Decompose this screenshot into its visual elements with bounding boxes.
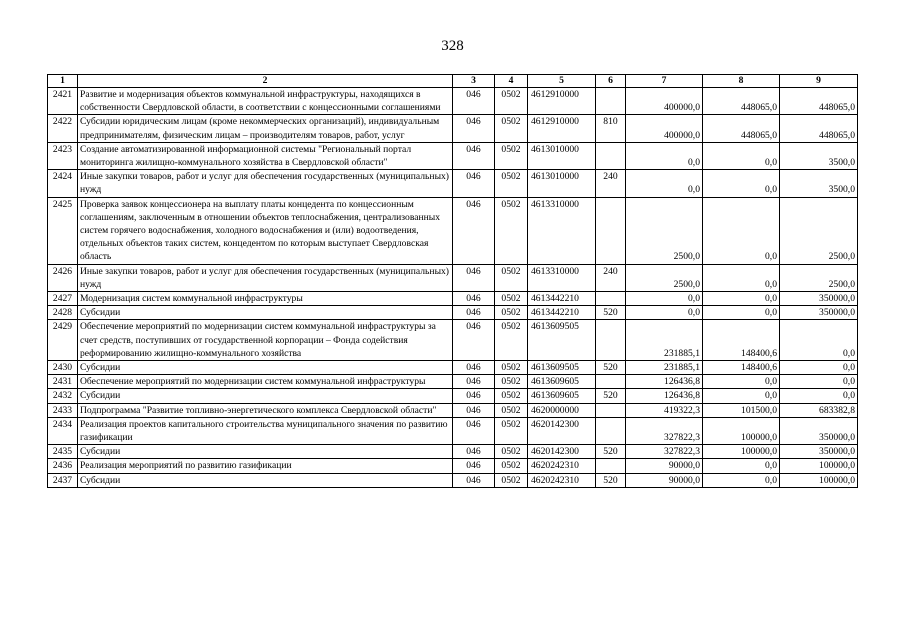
amount-col-8: 0,0 xyxy=(703,459,780,473)
amount-col-9: 0,0 xyxy=(780,389,858,403)
amount-col-8: 0,0 xyxy=(703,264,780,291)
expense-type-code: 520 xyxy=(596,389,626,403)
expense-type-code: 520 xyxy=(596,306,626,320)
table-row xyxy=(48,170,858,197)
section-code: 0502 xyxy=(495,170,528,197)
row-number: 2424 xyxy=(48,170,78,197)
amount-col-8: 100000,0 xyxy=(703,417,780,444)
item-name: Обеспечение мероприятий по модернизации систем коммунальной инфраструктуры xyxy=(78,375,453,389)
table-row xyxy=(48,292,858,306)
row-number: 2437 xyxy=(48,473,78,487)
target-article-code: 4620242310 xyxy=(528,459,596,473)
row-number: 2430 xyxy=(48,361,78,375)
ministry-code: 046 xyxy=(453,403,495,417)
amount-col-8: 0,0 xyxy=(703,389,780,403)
target-article-code: 4620242310 xyxy=(528,473,596,487)
target-article-code: 4612910000 xyxy=(528,88,596,115)
section-code: 0502 xyxy=(495,361,528,375)
section-code: 0502 xyxy=(495,320,528,361)
amount-col-9: 3500,0 xyxy=(780,170,858,197)
amount-col-8: 0,0 xyxy=(703,292,780,306)
expense-type-code: 520 xyxy=(596,445,626,459)
section-code: 0502 xyxy=(495,264,528,291)
row-number: 2427 xyxy=(48,292,78,306)
target-article-code: 4613010000 xyxy=(528,170,596,197)
table-row xyxy=(48,473,858,487)
column-header: 9 xyxy=(780,75,858,88)
ministry-code: 046 xyxy=(453,375,495,389)
target-article-code: 4613609505 xyxy=(528,361,596,375)
amount-col-7: 2500,0 xyxy=(626,197,703,264)
row-number: 2425 xyxy=(48,197,78,264)
amount-col-7: 0,0 xyxy=(626,170,703,197)
amount-col-8: 0,0 xyxy=(703,473,780,487)
expense-type-code xyxy=(596,417,626,444)
column-header: 3 xyxy=(453,75,495,88)
ministry-code: 046 xyxy=(453,306,495,320)
item-name: Субсидии юридическим лицам (кроме некоммерческих организаций), индивидуальным предпринимателям, физическим лицам – производителям товаров, работ, услуг xyxy=(78,115,453,142)
amount-col-9: 448065,0 xyxy=(780,88,858,115)
amount-col-7: 327822,3 xyxy=(626,445,703,459)
amount-col-9: 0,0 xyxy=(780,375,858,389)
amount-col-7: 0,0 xyxy=(626,306,703,320)
target-article-code: 4613442210 xyxy=(528,292,596,306)
table-row xyxy=(48,88,858,115)
expense-type-code xyxy=(596,375,626,389)
amount-col-9: 3500,0 xyxy=(780,142,858,169)
column-header: 4 xyxy=(495,75,528,88)
expense-type-code xyxy=(596,320,626,361)
amount-col-7: 90000,0 xyxy=(626,473,703,487)
section-code: 0502 xyxy=(495,197,528,264)
table-row xyxy=(48,417,858,444)
amount-col-9: 0,0 xyxy=(780,320,858,361)
section-code: 0502 xyxy=(495,445,528,459)
amount-col-9: 448065,0 xyxy=(780,115,858,142)
section-code: 0502 xyxy=(495,375,528,389)
amount-col-7: 90000,0 xyxy=(626,459,703,473)
ministry-code: 046 xyxy=(453,473,495,487)
row-number: 2426 xyxy=(48,264,78,291)
section-code: 0502 xyxy=(495,306,528,320)
ministry-code: 046 xyxy=(453,170,495,197)
column-header: 6 xyxy=(596,75,626,88)
amount-col-9: 350000,0 xyxy=(780,445,858,459)
section-code: 0502 xyxy=(495,115,528,142)
expense-type-code: 240 xyxy=(596,264,626,291)
item-name: Субсидии xyxy=(78,361,453,375)
section-code: 0502 xyxy=(495,403,528,417)
amount-col-8: 100000,0 xyxy=(703,445,780,459)
item-name: Обеспечение мероприятий по модернизации систем коммунальной инфраструктуры за счет средств, поступивших от государственной корпорации – Фонда содействия реформированию жилищно-коммунального хозяйства xyxy=(78,320,453,361)
expense-type-code xyxy=(596,142,626,169)
amount-col-8: 0,0 xyxy=(703,375,780,389)
item-name: Подпрограмма "Развитие топливно-энергетического комплекса Свердловской области" xyxy=(78,403,453,417)
expense-type-code: 240 xyxy=(596,170,626,197)
section-code: 0502 xyxy=(495,88,528,115)
item-name: Модернизация систем коммунальной инфраструктуры xyxy=(78,292,453,306)
table-row xyxy=(48,445,858,459)
page-number: 328 xyxy=(441,38,464,54)
table-row xyxy=(48,264,858,291)
table-row xyxy=(48,403,858,417)
ministry-code: 046 xyxy=(453,459,495,473)
column-header: 7 xyxy=(626,75,703,88)
item-name: Иные закупки товаров, работ и услуг для обеспечения государственных (муниципальных) нужд xyxy=(78,170,453,197)
ministry-code: 046 xyxy=(453,417,495,444)
expense-type-code xyxy=(596,403,626,417)
row-number: 2433 xyxy=(48,403,78,417)
target-article-code: 4613609605 xyxy=(528,389,596,403)
item-name: Проверка заявок концессионера на выплату платы концедента по концессионным соглашениям, заключенным в отношении объектов теплоснабжения, централизованных систем горячего водоснабжения, холодного водоснабжения и (или) водоотведения, отдельных объектов таких систем, концедентом по которым выступает Свердловская область xyxy=(78,197,453,264)
ministry-code: 046 xyxy=(453,361,495,375)
section-code: 0502 xyxy=(495,389,528,403)
item-name: Реализация мероприятий по развитию газификации xyxy=(78,459,453,473)
amount-col-8: 0,0 xyxy=(703,197,780,264)
amount-col-7: 0,0 xyxy=(626,292,703,306)
section-code: 0502 xyxy=(495,292,528,306)
table-row xyxy=(48,375,858,389)
amount-col-8: 148400,6 xyxy=(703,320,780,361)
item-name: Субсидии xyxy=(78,445,453,459)
row-number: 2421 xyxy=(48,88,78,115)
row-number: 2432 xyxy=(48,389,78,403)
target-article-code: 4613609605 xyxy=(528,375,596,389)
table-row xyxy=(48,459,858,473)
amount-col-7: 231885,1 xyxy=(626,361,703,375)
ministry-code: 046 xyxy=(453,292,495,306)
amount-col-9: 100000,0 xyxy=(780,473,858,487)
amount-col-9: 0,0 xyxy=(780,361,858,375)
section-code: 0502 xyxy=(495,142,528,169)
amount-col-9: 683382,8 xyxy=(780,403,858,417)
amount-col-8: 101500,0 xyxy=(703,403,780,417)
item-name: Создание автоматизированной информационной системы "Региональный портал мониторинга жилищно-коммунального хозяйства в Свердловской области" xyxy=(78,142,453,169)
target-article-code: 4613442210 xyxy=(528,306,596,320)
target-article-code: 4613609505 xyxy=(528,320,596,361)
amount-col-7: 327822,3 xyxy=(626,417,703,444)
amount-col-7: 0,0 xyxy=(626,142,703,169)
expense-type-code xyxy=(596,197,626,264)
amount-col-7: 400000,0 xyxy=(626,88,703,115)
amount-col-9: 100000,0 xyxy=(780,459,858,473)
amount-col-7: 400000,0 xyxy=(626,115,703,142)
amount-col-8: 448065,0 xyxy=(703,88,780,115)
column-header: 8 xyxy=(703,75,780,88)
section-code: 0502 xyxy=(495,473,528,487)
amount-col-9: 350000,0 xyxy=(780,306,858,320)
amount-col-7: 126436,8 xyxy=(626,375,703,389)
ministry-code: 046 xyxy=(453,445,495,459)
expense-type-code xyxy=(596,292,626,306)
amount-col-7: 2500,0 xyxy=(626,264,703,291)
budget-table xyxy=(47,74,858,488)
item-name: Субсидии xyxy=(78,306,453,320)
ministry-code: 046 xyxy=(453,389,495,403)
ministry-code: 046 xyxy=(453,142,495,169)
table-row xyxy=(48,389,858,403)
table-row xyxy=(48,142,858,169)
ministry-code: 046 xyxy=(453,88,495,115)
row-number: 2428 xyxy=(48,306,78,320)
expense-type-code: 520 xyxy=(596,361,626,375)
amount-col-8: 0,0 xyxy=(703,142,780,169)
target-article-code: 4613010000 xyxy=(528,142,596,169)
amount-col-7: 419322,3 xyxy=(626,403,703,417)
row-number: 2435 xyxy=(48,445,78,459)
expense-type-code: 810 xyxy=(596,115,626,142)
amount-col-9: 2500,0 xyxy=(780,197,858,264)
target-article-code: 4612910000 xyxy=(528,115,596,142)
amount-col-7: 231885,1 xyxy=(626,320,703,361)
amount-col-8: 0,0 xyxy=(703,306,780,320)
amount-col-9: 350000,0 xyxy=(780,292,858,306)
amount-col-9: 350000,0 xyxy=(780,417,858,444)
amount-col-8: 448065,0 xyxy=(703,115,780,142)
section-code: 0502 xyxy=(495,459,528,473)
ministry-code: 046 xyxy=(453,264,495,291)
item-name: Иные закупки товаров, работ и услуг для обеспечения государственных (муниципальных) нужд xyxy=(78,264,453,291)
amount-col-9: 2500,0 xyxy=(780,264,858,291)
amount-col-7: 126436,8 xyxy=(626,389,703,403)
expense-type-code xyxy=(596,459,626,473)
item-name: Реализация проектов капитального строительства муниципального значения по развитию газификации xyxy=(78,417,453,444)
ministry-code: 046 xyxy=(453,320,495,361)
table-body xyxy=(48,88,858,488)
table-row xyxy=(48,115,858,142)
amount-col-8: 148400,6 xyxy=(703,361,780,375)
column-header: 5 xyxy=(528,75,596,88)
row-number: 2429 xyxy=(48,320,78,361)
table-row xyxy=(48,361,858,375)
table-row xyxy=(48,197,858,264)
table-row xyxy=(48,306,858,320)
item-name: Субсидии xyxy=(78,389,453,403)
header-row xyxy=(48,75,858,88)
row-number: 2431 xyxy=(48,375,78,389)
row-number: 2423 xyxy=(48,142,78,169)
row-number: 2422 xyxy=(48,115,78,142)
column-header: 1 xyxy=(48,75,78,88)
target-article-code: 4620000000 xyxy=(528,403,596,417)
target-article-code: 4613310000 xyxy=(528,197,596,264)
target-article-code: 4620142300 xyxy=(528,445,596,459)
table-row xyxy=(48,320,858,361)
expense-type-code: 520 xyxy=(596,473,626,487)
target-article-code: 4620142300 xyxy=(528,417,596,444)
expense-type-code xyxy=(596,88,626,115)
target-article-code: 4613310000 xyxy=(528,264,596,291)
row-number: 2434 xyxy=(48,417,78,444)
ministry-code: 046 xyxy=(453,115,495,142)
item-name: Развитие и модернизация объектов коммунальной инфраструктуры, находящихся в собственности Свердловской области, в соответствии с концессионными соглашениями xyxy=(78,88,453,115)
column-header: 2 xyxy=(78,75,453,88)
item-name: Субсидии xyxy=(78,473,453,487)
section-code: 0502 xyxy=(495,417,528,444)
row-number: 2436 xyxy=(48,459,78,473)
ministry-code: 046 xyxy=(453,197,495,264)
amount-col-8: 0,0 xyxy=(703,170,780,197)
